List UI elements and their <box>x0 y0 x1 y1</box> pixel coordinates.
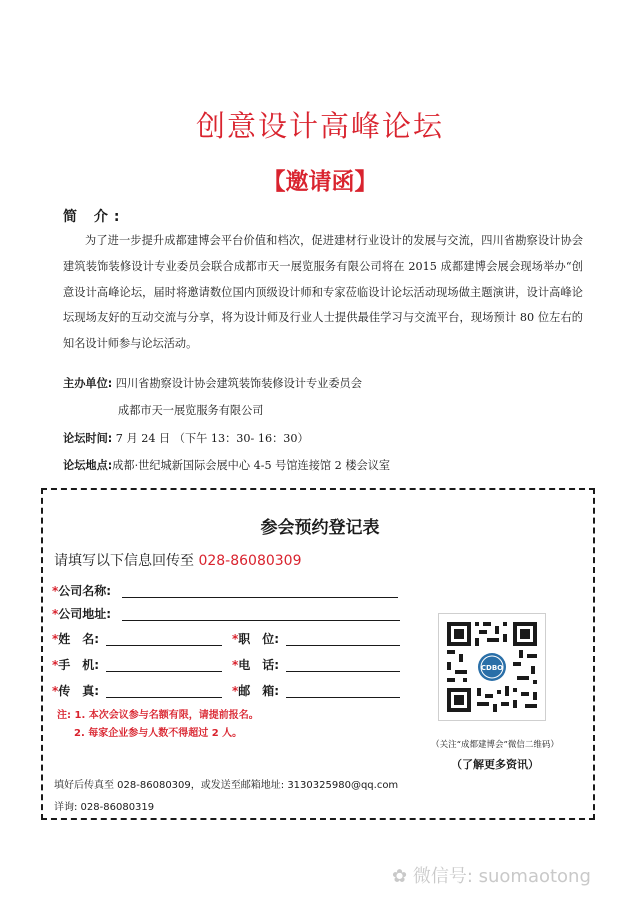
company-name-input-line[interactable] <box>122 597 398 598</box>
fax-prefix: 请填写以下信息回传至 <box>54 553 199 569</box>
fax-instruction <box>54 550 301 570</box>
page-title: 创意设计高峰论坛 <box>195 109 444 143</box>
qr-caption: （关注“成都建博会”微信二维码） <box>431 740 559 750</box>
phone-field[interactable] <box>232 656 402 674</box>
footer-enquiry: 详询: 028-86080319 <box>54 802 155 813</box>
name-label: 姓 名: <box>58 632 100 646</box>
email-input-line[interactable] <box>286 697 400 698</box>
position-label: 职 位: <box>238 632 280 646</box>
watermark-text: 微信号: suomaotong <box>412 866 591 887</box>
email-label: 邮 箱: <box>238 684 280 698</box>
invitation-subtitle: 【邀请函】 <box>262 169 378 195</box>
position-field[interactable] <box>232 630 402 648</box>
note-1: 注: 1. 本次会议参与名额有限，请提前报名。 <box>57 710 259 721</box>
company-address-input-line[interactable] <box>122 620 400 621</box>
required-star: * <box>232 658 239 672</box>
qr-center-logo-text: CDBO <box>480 664 504 672</box>
required-star: * <box>232 684 239 698</box>
organizer-1: 四川省勘察设计协会建筑装饰装修设计专业委员会 <box>115 377 362 390</box>
intro-body: 为了进一步提升成都建博会平台价值和档次，促进建材行业设计的发展与交流，四川省勘察设计协会建筑装饰装修设计专业委员会联合成都市天一展览服务有限公司将在 2015 成都建博会展会现场举办“创意设计高峰论坛，届时将邀请数位国内顶级设计师和专家莅临设计论坛活动现场做主题演讲，设计高峰论坛现场友好的互动交流与分享，将为设计师及行业人士提供最佳学习与交流平台，现场预计 80 位左右的知名设计师参与论坛活动。 <box>63 234 583 351</box>
footer-fax-email: 填好后传真至 028-86080309，或发送至邮箱地址: 3130325980@qq.com <box>54 780 399 791</box>
fax-input-line[interactable] <box>106 697 222 698</box>
time-value: 7 月 24 日 （下午 13：30- 16：30） <box>115 432 309 445</box>
company-address-label: 公司地址: <box>58 607 112 621</box>
mobile-field[interactable] <box>52 656 224 674</box>
wechat-icon: ✿ <box>392 866 408 887</box>
time-row <box>63 430 309 446</box>
required-star: * <box>52 607 59 621</box>
required-star: * <box>52 584 59 598</box>
email-field[interactable] <box>232 682 402 700</box>
organizer-label: 主办单位: <box>63 377 113 390</box>
organizer-2: 成都市天一展览服务有限公司 <box>118 404 264 417</box>
wechat-watermark <box>392 862 591 888</box>
mobile-input-line[interactable] <box>106 671 222 672</box>
venue-value: 成都·世纪城新国际会展中心 4-5 号馆连接馆 2 楼会议室 <box>112 459 391 472</box>
mobile-label: 手 机: <box>58 658 100 672</box>
organizer-row <box>63 375 362 391</box>
qr-code-graphic <box>439 614 545 720</box>
phone-label: 电 话: <box>238 658 280 672</box>
venue-label: 论坛地点: <box>63 459 113 472</box>
note-2: 2. 每家企业参与人数不得超过 2 人。 <box>74 728 243 739</box>
position-input-line[interactable] <box>286 645 400 646</box>
venue-row <box>63 457 390 473</box>
fax-label: 传 真: <box>58 684 100 698</box>
company-name-field[interactable] <box>52 582 402 600</box>
company-address-field[interactable] <box>52 605 402 623</box>
form-title: 参会预约登记表 <box>260 518 380 538</box>
phone-input-line[interactable] <box>286 671 400 672</box>
required-star: * <box>232 632 239 646</box>
fax-number: 028-86080309 <box>198 553 302 569</box>
fax-field[interactable] <box>52 682 224 700</box>
company-name-label: 公司名称: <box>58 584 112 598</box>
required-star: * <box>52 632 59 646</box>
required-star: * <box>52 658 59 672</box>
name-input-line[interactable] <box>106 645 222 646</box>
name-field[interactable] <box>52 630 224 648</box>
intro-label: 简 介: <box>63 209 126 225</box>
required-star: * <box>52 684 59 698</box>
time-label: 论坛时间: <box>63 432 113 445</box>
qr-code <box>438 613 546 721</box>
qr-more-info: （了解更多资讯） <box>451 758 539 771</box>
